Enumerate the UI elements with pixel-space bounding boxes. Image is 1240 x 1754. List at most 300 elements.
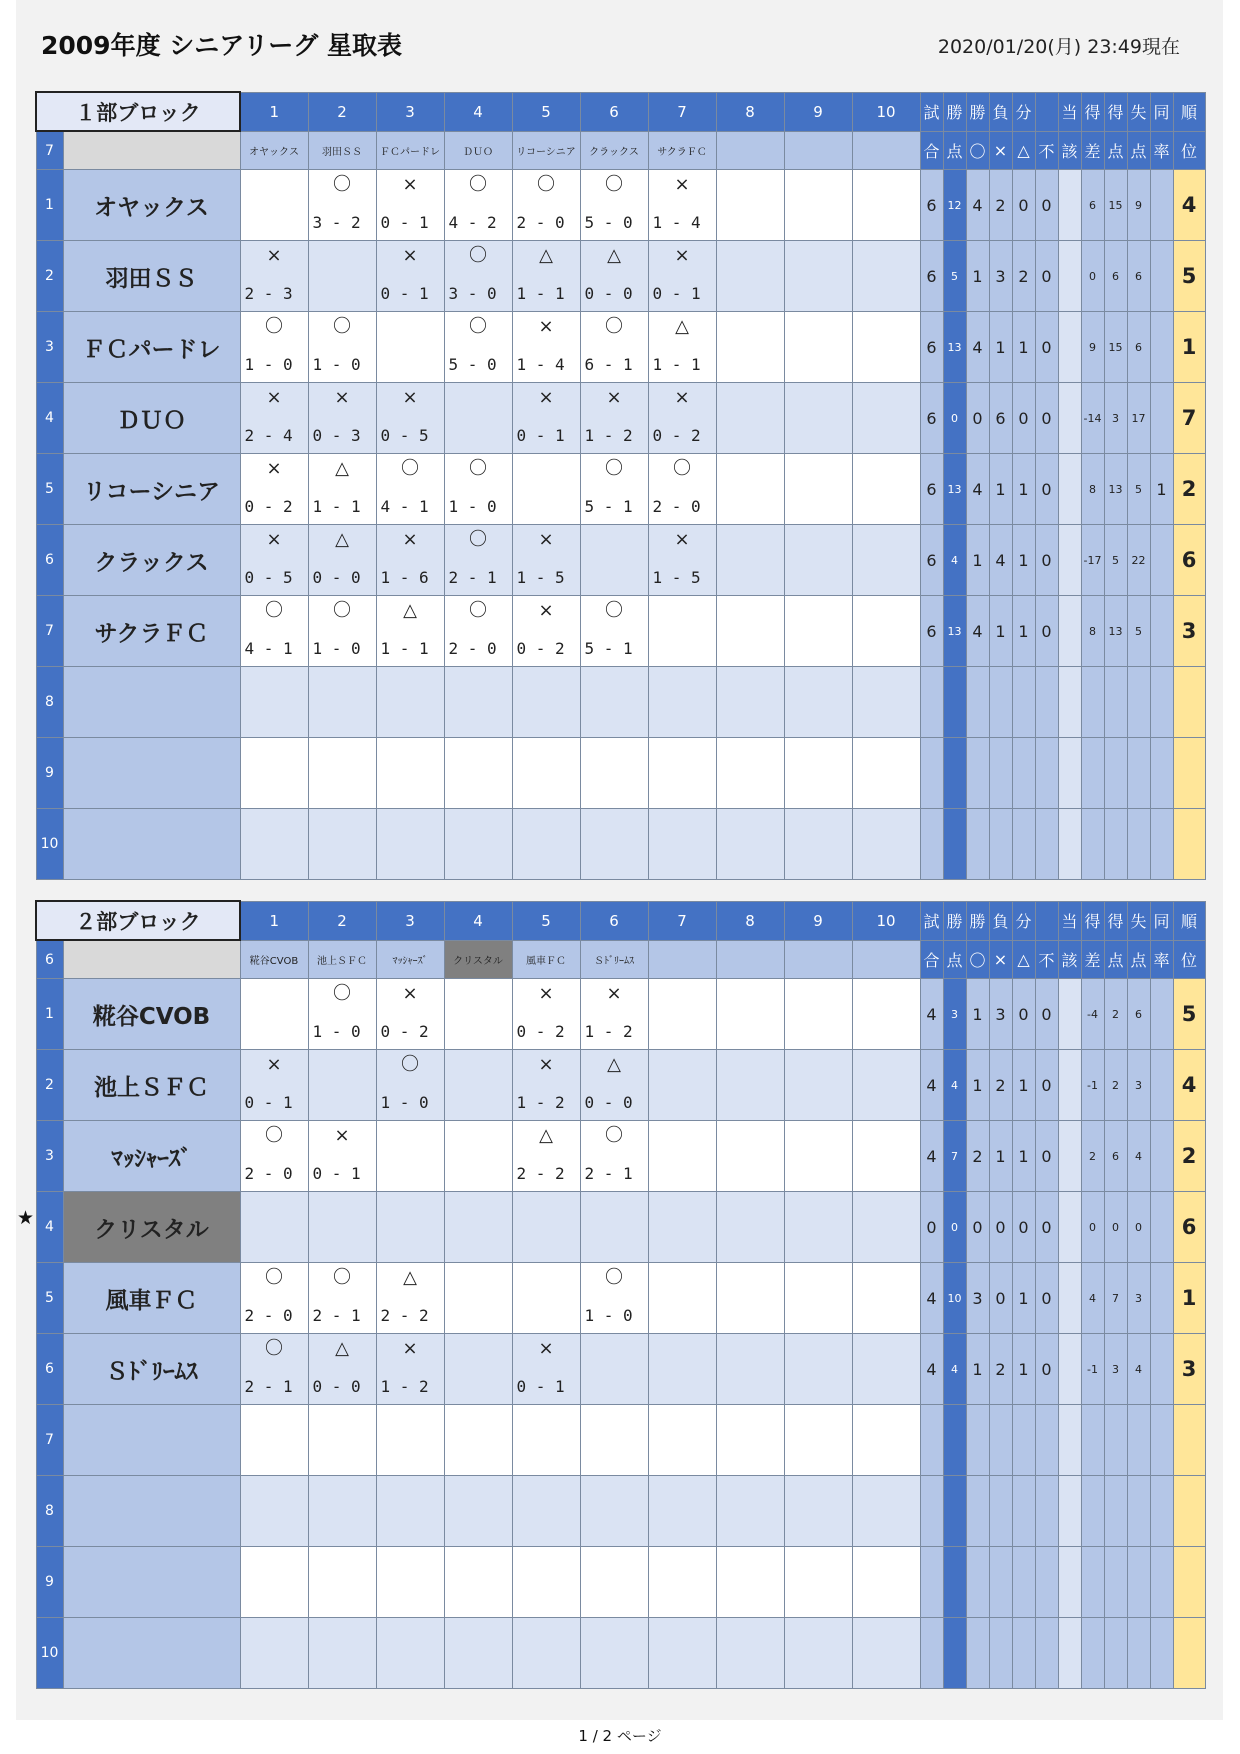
result-mark: ×: [674, 529, 690, 550]
row-number: 4: [36, 383, 63, 454]
match-score: 0 - 1: [244, 1093, 293, 1112]
match-cell: [512, 1618, 580, 1689]
match-score: 2 - 0: [448, 639, 497, 658]
stat-value: [1081, 1476, 1104, 1547]
stat-value: 6: [1104, 1121, 1127, 1192]
team-row: [36, 738, 1205, 809]
match-cell: [308, 1050, 376, 1121]
result-mark: ×: [402, 174, 418, 195]
stat-header-bottom: 率: [1150, 940, 1173, 979]
match-cell: [784, 241, 852, 312]
stat-value: 1: [1012, 454, 1035, 525]
stat-header-bottom: 点: [1127, 940, 1150, 979]
result-mark: △: [403, 600, 417, 621]
stat-value: [1173, 667, 1205, 738]
team-row: [36, 1263, 1205, 1334]
match-cell: [648, 1618, 716, 1689]
match-cell: [716, 454, 784, 525]
stat-value: 0: [1104, 1192, 1127, 1263]
match-cell: [784, 454, 852, 525]
stat-value: [1058, 525, 1081, 596]
stat-value: [1035, 667, 1058, 738]
stat-value: 1: [1012, 1263, 1035, 1334]
stat-header-top: 試: [920, 92, 943, 131]
stat-header-bottom: 合: [920, 131, 943, 170]
team-row: [36, 1192, 1205, 1263]
stat-value: [1173, 1405, 1205, 1476]
result-mark: ×: [538, 1338, 554, 1359]
stat-value: [966, 1405, 989, 1476]
match-score: 5 - 0: [584, 213, 633, 232]
result-mark: 〇: [673, 458, 691, 479]
match-cell: [716, 1121, 784, 1192]
stat-value: 6: [1173, 525, 1205, 596]
stat-header-top: 同: [1150, 92, 1173, 131]
match-cell: [240, 241, 308, 312]
match-cell: [648, 383, 716, 454]
stat-value: [989, 809, 1012, 880]
match-cell: [716, 1192, 784, 1263]
stat-value: 1: [1012, 312, 1035, 383]
team-name: 風車ＦＣ: [63, 1263, 240, 1334]
stat-value: [1127, 1405, 1150, 1476]
stat-header-bottom: 点: [1127, 131, 1150, 170]
stat-value: 0: [966, 1192, 989, 1263]
stat-header-top: [1035, 901, 1058, 940]
stat-header-bottom: 〇: [966, 940, 989, 979]
stat-header-top: 試: [920, 901, 943, 940]
match-score: 2 - 1: [244, 1377, 293, 1396]
result-mark: 〇: [333, 316, 351, 337]
stat-header-bottom: 不: [1035, 131, 1058, 170]
result-mark: 〇: [265, 1267, 283, 1288]
stat-value: [989, 1618, 1012, 1689]
stat-value: [1058, 738, 1081, 809]
match-cell: [784, 312, 852, 383]
stat-value: 0: [989, 1192, 1012, 1263]
match-cell: [444, 738, 512, 809]
team-row: [36, 454, 1205, 525]
match-cell: [240, 1192, 308, 1263]
match-cell: [784, 1121, 852, 1192]
result-mark: ×: [538, 316, 554, 337]
stat-value: [1058, 1476, 1081, 1547]
match-score: 0 - 1: [380, 213, 429, 232]
stat-value: 0: [1035, 241, 1058, 312]
match-score: 0 - 1: [652, 284, 701, 303]
opponent-short-name: 池上ＳＦＣ: [308, 940, 376, 979]
stat-value: [943, 1476, 966, 1547]
stat-value: 3: [1104, 383, 1127, 454]
stat-header-top: 分: [1012, 92, 1035, 131]
match-cell: [444, 1405, 512, 1476]
result-mark: ×: [402, 983, 418, 1004]
stat-value: [989, 1405, 1012, 1476]
match-cell: [580, 1405, 648, 1476]
match-cell: [580, 596, 648, 667]
stat-value: 4: [1127, 1121, 1150, 1192]
column-number: 4: [444, 92, 512, 131]
match-cell: [852, 1334, 920, 1405]
match-score: 0 - 1: [380, 284, 429, 303]
stat-header-bottom: 不: [1035, 940, 1058, 979]
stat-value: [1127, 1547, 1150, 1618]
stat-value: [966, 1476, 989, 1547]
stat-value: 1: [1173, 312, 1205, 383]
match-score: 3 - 2: [312, 213, 361, 232]
stat-value: 0: [1035, 979, 1058, 1050]
stat-header-top: 同: [1150, 901, 1173, 940]
stat-value: [1012, 1476, 1035, 1547]
stat-value: [1104, 667, 1127, 738]
match-cell: [308, 1192, 376, 1263]
opponent-short-name: Ｓﾄﾞﾘｰﾑｽ: [580, 940, 648, 979]
match-cell: [308, 170, 376, 241]
match-cell: [512, 525, 580, 596]
match-cell: [240, 454, 308, 525]
match-cell: [852, 1618, 920, 1689]
match-cell: [240, 1121, 308, 1192]
match-cell: [716, 1618, 784, 1689]
row-number: 1: [36, 979, 63, 1050]
stat-value: -1: [1081, 1050, 1104, 1121]
team-row: [36, 525, 1205, 596]
match-cell: [444, 241, 512, 312]
team-name: [63, 1405, 240, 1476]
result-mark: 〇: [333, 600, 351, 621]
opponent-short-name: [784, 131, 852, 170]
team-name: オヤックス: [63, 170, 240, 241]
stat-value: [1058, 312, 1081, 383]
stat-header-top: 順: [1173, 901, 1205, 940]
match-cell: [512, 1547, 580, 1618]
team-name: [63, 667, 240, 738]
stat-value: 13: [943, 312, 966, 383]
match-cell: [648, 667, 716, 738]
stat-value: [1081, 1618, 1104, 1689]
match-cell: [648, 979, 716, 1050]
match-cell: [580, 1476, 648, 1547]
match-cell: [512, 1405, 580, 1476]
match-cell: [240, 383, 308, 454]
result-mark: △: [403, 1267, 417, 1288]
stat-value: [1058, 667, 1081, 738]
column-number: 9: [784, 901, 852, 940]
result-mark: 〇: [605, 316, 623, 337]
stat-value: 4: [943, 525, 966, 596]
opponent-short-name: 風車ＦＣ: [512, 940, 580, 979]
opponent-short-name: リコーシニア: [512, 131, 580, 170]
team-name: ﾏｯｼｬｰｽﾞ: [63, 1121, 240, 1192]
team-row: [36, 979, 1205, 1050]
column-number: 1: [240, 92, 308, 131]
stat-value: [1058, 1050, 1081, 1121]
stat-value: 1: [989, 1121, 1012, 1192]
stat-value: 5: [1173, 241, 1205, 312]
match-cell: [240, 1263, 308, 1334]
match-cell: [852, 525, 920, 596]
stat-value: 6: [1127, 312, 1150, 383]
match-score: 0 - 0: [584, 1093, 633, 1112]
match-cell: [376, 241, 444, 312]
match-cell: [308, 383, 376, 454]
stat-header-top: 順: [1173, 92, 1205, 131]
stat-value: 6: [920, 241, 943, 312]
stat-value: [1104, 1405, 1127, 1476]
match-score: 2 - 3: [244, 284, 293, 303]
row-number: 6: [36, 1334, 63, 1405]
result-mark: △: [335, 529, 349, 550]
result-mark: △: [675, 316, 689, 337]
match-cell: [444, 312, 512, 383]
stat-value: 5: [1127, 454, 1150, 525]
row-number: 1: [36, 170, 63, 241]
match-score: 2 - 2: [516, 1164, 565, 1183]
stat-value: [1104, 1618, 1127, 1689]
match-cell: [580, 1263, 648, 1334]
match-score: 4 - 2: [448, 213, 497, 232]
match-cell: [308, 312, 376, 383]
match-cell: [716, 1547, 784, 1618]
block-1-table: [35, 91, 1206, 880]
match-cell: [376, 454, 444, 525]
stat-value: 6: [989, 383, 1012, 454]
stat-value: -1: [1081, 1334, 1104, 1405]
stat-value: 0: [1012, 383, 1035, 454]
match-cell: [444, 1334, 512, 1405]
match-cell: [648, 312, 716, 383]
match-score: 2 - 4: [244, 426, 293, 445]
result-mark: ×: [402, 1338, 418, 1359]
match-score: 1 - 1: [312, 497, 361, 516]
column-number: 5: [512, 92, 580, 131]
stat-value: 4: [1127, 1334, 1150, 1405]
match-cell: [444, 1618, 512, 1689]
stat-value: 1: [966, 241, 989, 312]
stat-value: [1081, 667, 1104, 738]
match-cell: [512, 1192, 580, 1263]
match-cell: [580, 1121, 648, 1192]
match-score: 1 - 1: [380, 639, 429, 658]
stat-value: [966, 1547, 989, 1618]
stat-value: [966, 1618, 989, 1689]
stat-value: 4: [1173, 1050, 1205, 1121]
column-number: 5: [512, 901, 580, 940]
stat-value: [1173, 738, 1205, 809]
team-row: [36, 1547, 1205, 1618]
match-score: 1 - 0: [380, 1093, 429, 1112]
stat-value: 2: [1173, 1121, 1205, 1192]
match-cell: [512, 1121, 580, 1192]
stat-value: [1150, 1192, 1173, 1263]
match-cell: [580, 1334, 648, 1405]
stat-value: [1081, 738, 1104, 809]
match-cell: [308, 1547, 376, 1618]
stat-value: [943, 667, 966, 738]
stat-value: [1104, 1476, 1127, 1547]
match-cell: [444, 1050, 512, 1121]
result-mark: ×: [538, 983, 554, 1004]
row-number: 6: [36, 525, 63, 596]
opponent-short-name: [784, 940, 852, 979]
stat-header-bottom: △: [1012, 940, 1035, 979]
opponent-short-name: ﾏｯｼｬｰｽﾞ: [376, 940, 444, 979]
stat-value: [1058, 1121, 1081, 1192]
team-row: [36, 809, 1205, 880]
result-mark: 〇: [333, 174, 351, 195]
stat-value: 1: [1173, 1263, 1205, 1334]
stat-header-top: 分: [1012, 901, 1035, 940]
match-score: 2 - 2: [380, 1306, 429, 1325]
result-mark: ×: [334, 1125, 350, 1146]
stat-value: 3: [1127, 1263, 1150, 1334]
match-cell: [648, 1050, 716, 1121]
page-indicator: 1 / 2 ページ: [578, 1727, 662, 1745]
stat-value: 4: [920, 1263, 943, 1334]
stat-value: 3: [1104, 1334, 1127, 1405]
column-number: 9: [784, 92, 852, 131]
match-cell: [376, 738, 444, 809]
stat-value: [1035, 738, 1058, 809]
stat-value: -4: [1081, 979, 1104, 1050]
match-cell: [852, 383, 920, 454]
match-cell: [648, 738, 716, 809]
match-cell: [580, 979, 648, 1050]
match-cell: [512, 1263, 580, 1334]
stat-value: [1058, 241, 1081, 312]
match-cell: [444, 809, 512, 880]
stat-value: [1150, 1476, 1173, 1547]
match-score: 2 - 0: [652, 497, 701, 516]
stat-value: [1127, 667, 1150, 738]
match-cell: [512, 738, 580, 809]
stat-value: 3: [943, 979, 966, 1050]
match-cell: [444, 1121, 512, 1192]
match-cell: [784, 667, 852, 738]
match-cell: [376, 170, 444, 241]
row-number: 3: [36, 312, 63, 383]
stat-value: [1012, 1618, 1035, 1689]
stat-header-top: 勝: [943, 92, 966, 131]
stat-value: 22: [1127, 525, 1150, 596]
team-row: [36, 383, 1205, 454]
stat-header-top: 当: [1058, 92, 1081, 131]
stat-value: [1150, 1405, 1173, 1476]
stat-header-bottom: 点: [1104, 131, 1127, 170]
column-number: 6: [580, 92, 648, 131]
match-cell: [512, 1334, 580, 1405]
team-row: [36, 170, 1205, 241]
match-cell: [240, 596, 308, 667]
stat-value: 3: [1173, 1334, 1205, 1405]
result-mark: 〇: [605, 1125, 623, 1146]
result-mark: 〇: [605, 458, 623, 479]
match-cell: [580, 383, 648, 454]
match-cell: [852, 312, 920, 383]
match-score: 1 - 4: [652, 213, 701, 232]
stat-value: 0: [989, 1263, 1012, 1334]
team-name: ＦＣパードレ: [63, 312, 240, 383]
match-cell: [852, 1476, 920, 1547]
stat-value: 1: [966, 1334, 989, 1405]
stat-value: 5: [1104, 525, 1127, 596]
stat-header-bottom: 差: [1081, 940, 1104, 979]
row-number: 9: [36, 1547, 63, 1618]
stat-value: 3: [966, 1263, 989, 1334]
stat-header-bottom: 該: [1058, 940, 1081, 979]
match-score: 0 - 2: [244, 497, 293, 516]
match-cell: [376, 1618, 444, 1689]
stat-header-top: 勝: [966, 92, 989, 131]
match-cell: [784, 1334, 852, 1405]
match-cell: [580, 241, 648, 312]
stat-value: [1150, 1547, 1173, 1618]
stat-value: 0: [1012, 1192, 1035, 1263]
stat-value: [1081, 809, 1104, 880]
team-name: [63, 809, 240, 880]
match-cell: [784, 738, 852, 809]
result-mark: 〇: [605, 600, 623, 621]
match-score: 2 - 1: [584, 1164, 633, 1183]
result-mark: 〇: [469, 458, 487, 479]
match-cell: [512, 170, 580, 241]
stat-value: [966, 809, 989, 880]
stat-value: 2: [1104, 1050, 1127, 1121]
stat-value: 4: [989, 525, 1012, 596]
stat-value: 4: [1173, 170, 1205, 241]
stat-value: [1104, 1547, 1127, 1618]
stat-value: 4: [1081, 1263, 1104, 1334]
stat-value: -14: [1081, 383, 1104, 454]
match-score: 1 - 0: [312, 639, 361, 658]
stat-value: [1150, 738, 1173, 809]
row-number: 10: [36, 1618, 63, 1689]
match-cell: [648, 1263, 716, 1334]
match-score: 0 - 1: [516, 1377, 565, 1396]
blank-header-cell: [63, 131, 240, 170]
match-cell: [580, 312, 648, 383]
match-cell: [716, 738, 784, 809]
stat-value: 0: [1035, 1334, 1058, 1405]
stat-value: [989, 1547, 1012, 1618]
stat-value: [1150, 596, 1173, 667]
match-score: 1 - 5: [652, 568, 701, 587]
stat-value: 13: [943, 454, 966, 525]
stat-value: 4: [943, 1050, 966, 1121]
stat-value: 3: [989, 241, 1012, 312]
match-score: 1 - 2: [516, 1093, 565, 1112]
result-mark: △: [539, 245, 553, 266]
stat-header-top: 得: [1104, 92, 1127, 131]
match-cell: [716, 596, 784, 667]
stat-value: 2: [1173, 454, 1205, 525]
column-number: 4: [444, 901, 512, 940]
match-score: 4 - 1: [244, 639, 293, 658]
match-score: 5 - 1: [584, 639, 633, 658]
match-cell: [512, 1050, 580, 1121]
stat-value: [1081, 1405, 1104, 1476]
match-cell: [716, 170, 784, 241]
row-number: 4: [36, 1192, 63, 1263]
match-cell: [784, 1618, 852, 1689]
stat-value: 5: [943, 241, 966, 312]
match-cell: [648, 1476, 716, 1547]
stat-value: [1127, 1618, 1150, 1689]
match-cell: [240, 1050, 308, 1121]
match-cell: [308, 241, 376, 312]
stat-value: 9: [1127, 170, 1150, 241]
match-score: 1 - 2: [584, 1022, 633, 1041]
